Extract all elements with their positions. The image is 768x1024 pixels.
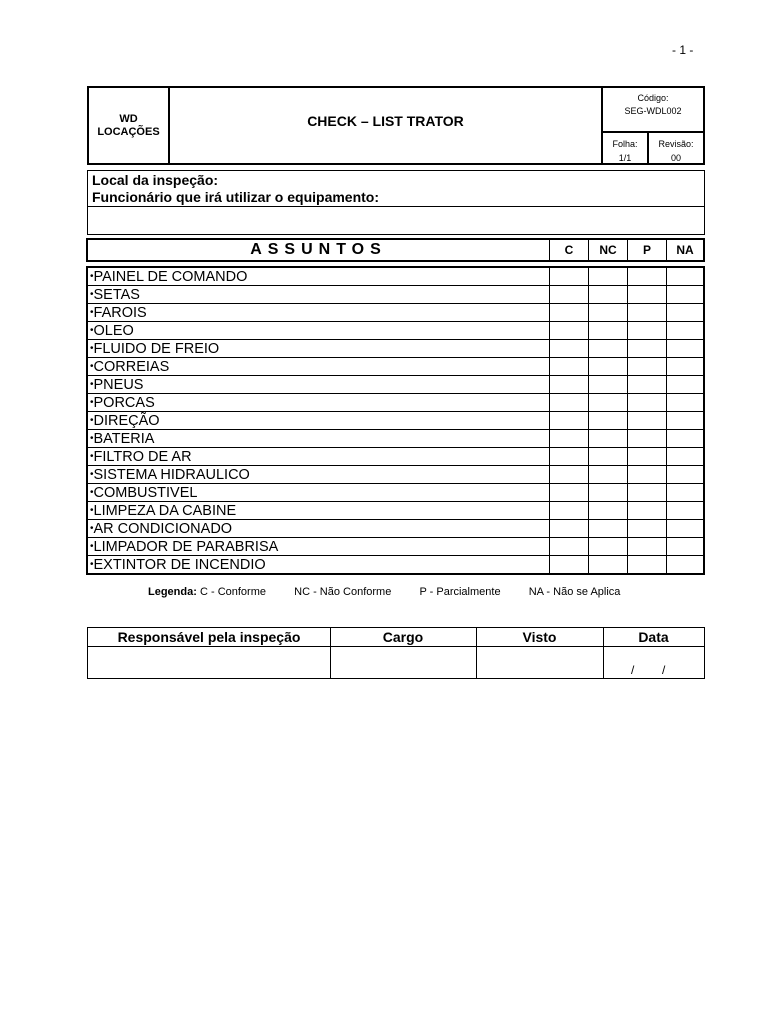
legend xyxy=(148,586,620,598)
check-cell-c[interactable] xyxy=(549,340,588,358)
check-cell-na[interactable] xyxy=(666,286,703,304)
check-cell-c[interactable] xyxy=(549,466,588,484)
checklist-item-label: PAINEL DE COMANDO xyxy=(93,268,248,285)
document-header xyxy=(87,86,705,165)
checklist-item-label: LIMPEZA DA CABINE xyxy=(93,502,237,519)
table-row xyxy=(88,322,703,340)
table-row xyxy=(88,556,703,574)
check-cell-p[interactable] xyxy=(627,322,666,340)
legend-p: P - Parcialmente xyxy=(419,586,501,598)
check-cell-p[interactable] xyxy=(627,394,666,412)
bullet: • xyxy=(90,486,94,498)
check-cell-nc[interactable] xyxy=(588,538,627,556)
check-cell-c[interactable] xyxy=(549,520,588,538)
checklist-item-label: EXTINTOR DE INCENDIO xyxy=(93,556,266,573)
check-cell-p[interactable] xyxy=(627,556,666,574)
table-row xyxy=(88,286,703,304)
company-name-line1: WD xyxy=(119,112,138,125)
check-cell-nc[interactable] xyxy=(588,268,627,286)
check-cell-nc[interactable] xyxy=(588,394,627,412)
checklist-item xyxy=(88,538,549,556)
check-cell-c[interactable] xyxy=(549,538,588,556)
bullet: • xyxy=(90,414,94,426)
table-row xyxy=(88,466,703,484)
bullet: • xyxy=(90,504,94,516)
check-cell-na[interactable] xyxy=(666,412,703,430)
bullet: • xyxy=(90,468,94,480)
document-title: CHECK – LIST TRATOR xyxy=(170,88,603,163)
checklist-item-label: PORCAS xyxy=(93,394,155,411)
position-header: Cargo xyxy=(382,629,424,645)
check-cell-na[interactable] xyxy=(666,466,703,484)
sheet-label: Folha: xyxy=(612,139,638,149)
check-cell-na[interactable] xyxy=(666,484,703,502)
checklist-item xyxy=(88,430,549,448)
checklist-item-label: COMBUSTIVEL xyxy=(93,484,198,501)
check-cell-nc[interactable] xyxy=(588,430,627,448)
code-label: Código: xyxy=(637,93,669,103)
check-cell-na[interactable] xyxy=(666,430,703,448)
checklist-item xyxy=(88,412,549,430)
check-cell-na[interactable] xyxy=(666,376,703,394)
check-cell-nc[interactable] xyxy=(588,448,627,466)
checklist-item xyxy=(88,466,549,484)
check-cell-nc[interactable] xyxy=(588,502,627,520)
company-name xyxy=(89,88,170,163)
responsible-header: Responsável pela inspeção xyxy=(117,629,301,645)
check-cell-p[interactable] xyxy=(627,502,666,520)
checklist-item-label: FLUIDO DE FREIO xyxy=(93,340,220,357)
checklist-item-label: BATERIA xyxy=(93,430,155,447)
check-cell-c[interactable] xyxy=(549,376,588,394)
table-row xyxy=(88,538,703,556)
legend-c: C - Conforme xyxy=(199,586,266,598)
checklist-item-label: DIREÇÃO xyxy=(93,412,160,429)
check-cell-na[interactable] xyxy=(666,304,703,322)
check-cell-p[interactable] xyxy=(627,340,666,358)
bullet: • xyxy=(90,306,94,318)
check-cell-p[interactable] xyxy=(627,520,666,538)
check-cell-na[interactable] xyxy=(666,340,703,358)
bullet: • xyxy=(90,522,94,534)
check-cell-na[interactable] xyxy=(666,556,703,574)
table-row xyxy=(88,268,703,286)
check-cell-c[interactable] xyxy=(549,394,588,412)
checklist-item xyxy=(88,340,549,358)
table-row xyxy=(88,358,703,376)
bullet: • xyxy=(90,450,94,462)
checklist-item-label: FILTRO DE AR xyxy=(93,448,192,465)
column-nc-header: NC xyxy=(588,240,627,260)
check-cell-p[interactable] xyxy=(627,376,666,394)
revision-cell xyxy=(649,133,703,163)
checklist-item-label: FAROIS xyxy=(93,304,147,321)
date-separator: / xyxy=(631,663,635,677)
check-cell-nc[interactable] xyxy=(588,358,627,376)
check-cell-c[interactable] xyxy=(549,430,588,448)
check-cell-nc[interactable] xyxy=(588,340,627,358)
legend-na: NA - Não se Aplica xyxy=(528,586,621,598)
checklist-item-label: SETAS xyxy=(93,286,140,303)
inspection-info-labels xyxy=(88,171,704,207)
bullet: • xyxy=(90,270,94,282)
revision-value: 00 xyxy=(670,153,681,163)
sheet-value: 1/1 xyxy=(618,153,632,163)
bullet: • xyxy=(90,378,94,390)
column-c-header: C xyxy=(549,240,588,260)
check-cell-nc[interactable] xyxy=(588,484,627,502)
column-p-header: P xyxy=(627,240,666,260)
checklist-item xyxy=(88,286,549,304)
checklist-item xyxy=(88,322,549,340)
table-row xyxy=(88,412,703,430)
check-cell-nc[interactable] xyxy=(588,466,627,484)
check-cell-p[interactable] xyxy=(627,358,666,376)
table-row xyxy=(88,502,703,520)
check-cell-c[interactable] xyxy=(549,556,588,574)
checklist-item xyxy=(88,394,549,412)
inspection-info xyxy=(87,170,705,235)
bullet: • xyxy=(90,396,94,408)
check-cell-nc[interactable] xyxy=(588,322,627,340)
check-cell-c[interactable] xyxy=(549,448,588,466)
checklist-item xyxy=(88,484,549,502)
sheet-cell xyxy=(603,133,649,163)
check-cell-na[interactable] xyxy=(666,520,703,538)
employee-label: Funcionário que irá utilizar o equipamento: xyxy=(92,189,380,205)
bullet: • xyxy=(90,288,94,300)
check-cell-c[interactable] xyxy=(549,322,588,340)
table-row xyxy=(88,304,703,322)
bullet: • xyxy=(90,432,94,444)
check-cell-p[interactable] xyxy=(627,430,666,448)
subjects-header xyxy=(86,238,705,262)
check-cell-p[interactable] xyxy=(627,484,666,502)
check-cell-na[interactable] xyxy=(666,502,703,520)
bullet: • xyxy=(90,342,94,354)
bullet: • xyxy=(90,360,94,372)
check-cell-p[interactable] xyxy=(627,286,666,304)
page-number: - 1 - xyxy=(672,43,694,57)
check-cell-nc[interactable] xyxy=(588,520,627,538)
document-code xyxy=(603,88,703,133)
check-cell-nc[interactable] xyxy=(588,286,627,304)
checklist-item xyxy=(88,358,549,376)
table-row xyxy=(88,448,703,466)
table-row xyxy=(88,340,703,358)
check-cell-nc[interactable] xyxy=(588,376,627,394)
approval-header: Visto xyxy=(522,629,557,645)
check-cell-na[interactable] xyxy=(666,538,703,556)
checklist-item-label: OLEO xyxy=(93,322,134,339)
check-cell-nc[interactable] xyxy=(588,304,627,322)
check-cell-c[interactable] xyxy=(549,358,588,376)
check-cell-c[interactable] xyxy=(549,268,588,286)
checklist-table xyxy=(86,266,705,575)
table-row xyxy=(88,484,703,502)
check-cell-c[interactable] xyxy=(549,502,588,520)
checklist-item xyxy=(88,502,549,520)
check-cell-c[interactable] xyxy=(549,412,588,430)
legend-label: Legenda: xyxy=(148,586,197,598)
check-cell-na[interactable] xyxy=(666,268,703,286)
column-na-header: NA xyxy=(666,240,703,260)
checklist-item xyxy=(88,268,549,286)
check-cell-p[interactable] xyxy=(627,466,666,484)
table-row xyxy=(88,376,703,394)
date-header: Data xyxy=(638,629,669,645)
bullet: • xyxy=(90,540,94,552)
check-cell-p[interactable] xyxy=(627,412,666,430)
legend-nc: NC - Não Conforme xyxy=(294,586,392,598)
table-row xyxy=(88,520,703,538)
check-cell-na[interactable] xyxy=(666,448,703,466)
subjects-title: ASSUNTOS xyxy=(250,241,387,258)
checklist-item-label: SISTEMA HIDRAULICO xyxy=(93,466,250,483)
check-cell-na[interactable] xyxy=(666,394,703,412)
checklist-item xyxy=(88,304,549,322)
check-cell-nc[interactable] xyxy=(588,556,627,574)
bullet: • xyxy=(90,324,94,336)
check-cell-c[interactable] xyxy=(549,286,588,304)
checklist-item-label: CORREIAS xyxy=(93,358,170,375)
checklist-item-label: AR CONDICIONADO xyxy=(93,520,233,537)
check-cell-p[interactable] xyxy=(627,304,666,322)
check-cell-na[interactable] xyxy=(666,358,703,376)
check-cell-na[interactable] xyxy=(666,322,703,340)
revision-label: Revisão: xyxy=(658,139,694,149)
bullet: • xyxy=(90,558,94,570)
check-cell-c[interactable] xyxy=(549,484,588,502)
checklist-item xyxy=(88,376,549,394)
check-cell-nc[interactable] xyxy=(588,412,627,430)
document-meta xyxy=(603,88,703,163)
check-cell-p[interactable] xyxy=(627,268,666,286)
company-name-line2: LOCAÇÕES xyxy=(97,125,160,138)
checklist-item-label: PNEUS xyxy=(93,376,144,393)
checklist-item xyxy=(88,556,549,574)
check-cell-p[interactable] xyxy=(627,448,666,466)
location-label: Local da inspeção: xyxy=(92,172,219,188)
checklist-item xyxy=(88,520,549,538)
table-row xyxy=(88,430,703,448)
code-value: SEG-WDL002 xyxy=(624,106,682,116)
signature-table xyxy=(87,627,705,679)
check-cell-c[interactable] xyxy=(549,304,588,322)
check-cell-p[interactable] xyxy=(627,538,666,556)
table-row xyxy=(88,394,703,412)
date-separator: / xyxy=(662,663,666,677)
checklist-item xyxy=(88,448,549,466)
checklist-item-label: LIMPADOR DE PARABRISA xyxy=(93,538,279,555)
